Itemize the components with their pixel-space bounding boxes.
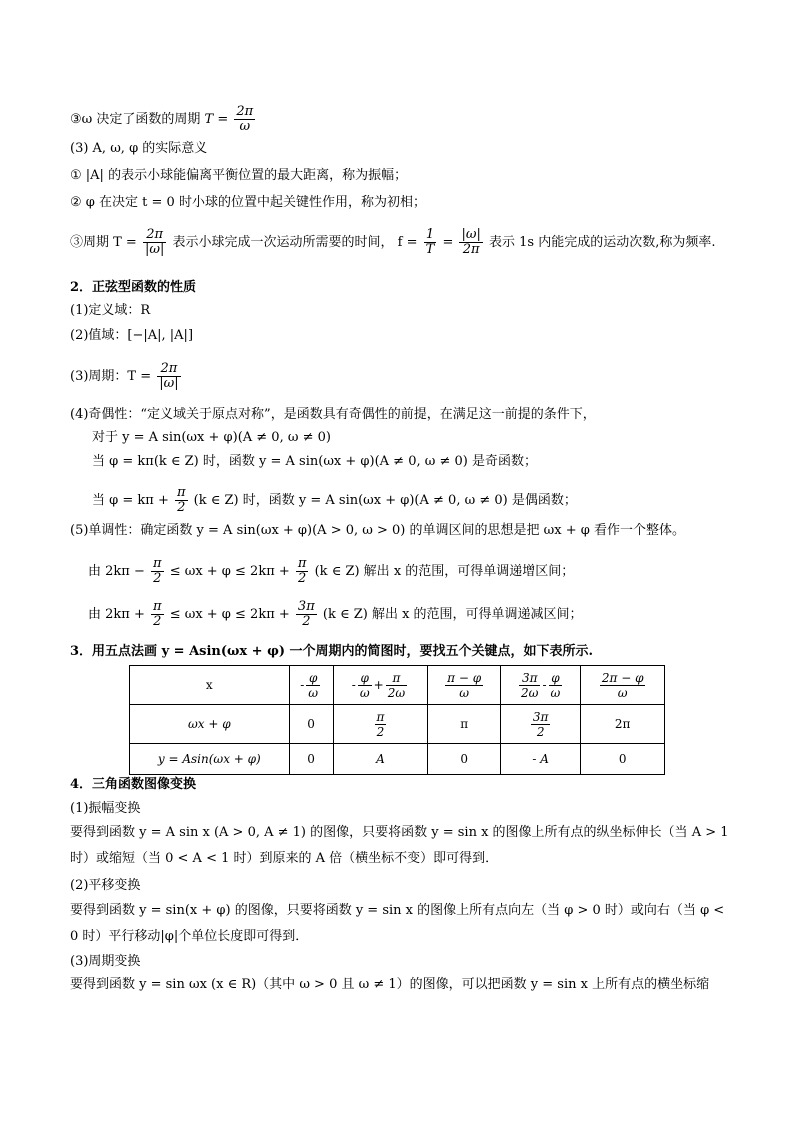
table-cell: $\frac{3\pi}{2}$ <box>501 705 581 744</box>
table-cell: x <box>130 666 290 705</box>
fraction: $\frac{\pi}{2}$ <box>153 556 162 586</box>
table-cell: $\frac{\pi}{2}$ <box>333 705 428 744</box>
text: 当 φ = kπ + <box>92 493 169 508</box>
amplitude-transform-line-2: 时）或缩短（当 0 < A < 1 时）到原来的 A 倍（横坐标不变）即可得到． <box>70 851 499 866</box>
domain-line: (1)定义域：R <box>70 303 151 318</box>
period-frequency-line <box>70 228 715 257</box>
meaning-heading: (3) A, ω, φ 的实际意义 <box>70 141 208 156</box>
table-cell: π <box>428 705 501 744</box>
period-transform-heading: (3)周期变换 <box>70 954 141 969</box>
text: 由 2kπ − <box>88 564 145 579</box>
phase-line: ② φ 在决定 t = 0 时小球的位置中起关键性作用，称为初相； <box>70 195 426 210</box>
fraction: $\frac{\pi}{2}$ <box>176 485 186 515</box>
table-cell: $\frac{2\pi - \varphi}{\omega}$ <box>581 666 665 705</box>
fraction: $\frac{\pi}{2}$ <box>297 556 307 586</box>
text: (3)周期：T = <box>70 369 152 384</box>
text: ≤ ωx + φ ≤ 2kπ + <box>169 564 290 579</box>
table-row <box>130 666 665 705</box>
parity-line-a: 对于 y = A sin(ωx + φ)(A ≠ 0, ω ≠ 0) <box>92 430 331 445</box>
text: = <box>442 235 454 250</box>
fraction: $\frac{1}{T}$ <box>425 227 435 257</box>
table-cell: y = Asin(ωx + φ) <box>130 744 290 775</box>
range-line: (2)值域：[−|A|, |A|] <box>70 328 194 343</box>
fraction: $\frac{|\omega|}{2\pi}$ <box>461 227 481 257</box>
table-cell: $\frac{\pi - \varphi}{\omega}$ <box>428 666 501 705</box>
text: 表示小球完成一次运动所需要的时间， f = <box>172 235 418 250</box>
fraction: $\frac{2\pi}{|\omega|}$ <box>159 361 179 391</box>
table-cell: 0 <box>428 744 501 775</box>
fraction: $\frac{3\pi}{2}$ <box>297 599 315 629</box>
table-cell: 0 <box>289 705 333 744</box>
text: (k ∈ Z) 解出 x 的范围，可得单调递减区间； <box>322 607 583 622</box>
text: 由 2kπ + <box>88 607 145 622</box>
text: T = <box>204 112 229 127</box>
section-4-heading: 4．三角函数图像变换 <box>70 777 197 792</box>
period-line <box>70 362 183 391</box>
text: ≤ ωx + φ ≤ 2kπ + <box>169 607 290 622</box>
table-row <box>130 705 665 744</box>
amplitude-line: ① |A| 的表示小球能偏离平衡位置的最大距离，称为振幅； <box>70 168 408 183</box>
table-cell: ωx + φ <box>130 705 290 744</box>
fraction: $\frac{2\pi}{|\omega|}$ <box>144 227 165 257</box>
parity-line-b: 当 φ = kπ(k ∈ Z) 时，函数 y = A sin(ωx + φ)(A ≠ 0, ω ≠ 0) 是奇函数； <box>92 454 537 469</box>
text: ③周期 T = <box>70 235 137 250</box>
table-cell: - $\frac{\varphi}{\omega}$ + $\frac{\pi}{2\omega}$ <box>333 666 428 705</box>
text: 表示 1s 内能完成的运动次数,称为频率. <box>489 235 716 250</box>
fraction: $\frac{2\pi}{\omega}$ <box>236 104 254 134</box>
decreasing-line <box>88 600 583 629</box>
table-cell: 0 <box>581 744 665 775</box>
five-point-table <box>129 665 665 775</box>
parity-line-c <box>92 486 577 515</box>
amplitude-transform-line-1: 要得到函数 y = A sin x (A > 0, A ≠ 1) 的图像，只要将函数 y = sin x 的图像上所有点的纵坐标伸长（当 A > 1 <box>70 825 729 840</box>
table-cell: $\frac{3\pi}{2\omega}$ - $\frac{\varphi}{\omega}$ <box>501 666 581 705</box>
text: (k ∈ Z) 时，函数 y = A sin(ωx + φ)(A ≠ 0, ω ≠ 0) 是偶函数； <box>193 493 577 508</box>
table-cell: 2π <box>581 705 665 744</box>
shift-transform-heading: (2)平移变换 <box>70 878 141 893</box>
amplitude-transform-heading: (1)振幅变换 <box>70 801 141 816</box>
shift-transform-line-2: 0 时）平行移动|φ|个单位长度即可得到． <box>70 929 309 944</box>
section-3-heading: 3．用五点法画 y = Asin(ωx + φ) 一个周期内的简图时，要找五个关键点，如下表所示. <box>70 644 594 659</box>
text: ③ω 决定了函数的周期 <box>70 112 201 127</box>
omega-period-line <box>70 105 257 134</box>
text: (k ∈ Z) 解出 x 的范围，可得单调递增区间； <box>314 564 575 579</box>
monotonic-line: (5)单调性：确定函数 y = A sin(ωx + φ)(A > 0, ω > 0) 的单调区间的思想是把 ωx + φ 看作一个整体。 <box>70 523 685 538</box>
table-row <box>130 744 665 775</box>
section-2-heading: 2．正弦型函数的性质 <box>70 280 197 295</box>
table-cell: 0 <box>289 744 333 775</box>
shift-transform-line-1: 要得到函数 y = sin(x + φ) 的图像，只要将函数 y = sin x 的图像上所有点向左（当 φ > 0 时）或向右（当 φ < <box>70 903 725 918</box>
fraction: $\frac{\pi}{2}$ <box>153 599 162 629</box>
parity-line: (4)奇偶性：“定义域关于原点对称”，是函数具有奇偶性的前提，在满足这一前提的条件下， <box>70 407 596 422</box>
table-cell: - A <box>501 744 581 775</box>
table-cell: A <box>333 744 428 775</box>
period-transform-line-1: 要得到函数 y = sin ωx (x ∈ R)（其中 ω > 0 且 ω ≠ 1）的图像，可以把函数 y = sin x 上所有点的横坐标缩 <box>70 977 710 992</box>
table-cell: - $\frac{\varphi}{\omega}$ <box>289 666 333 705</box>
increasing-line <box>88 557 574 586</box>
